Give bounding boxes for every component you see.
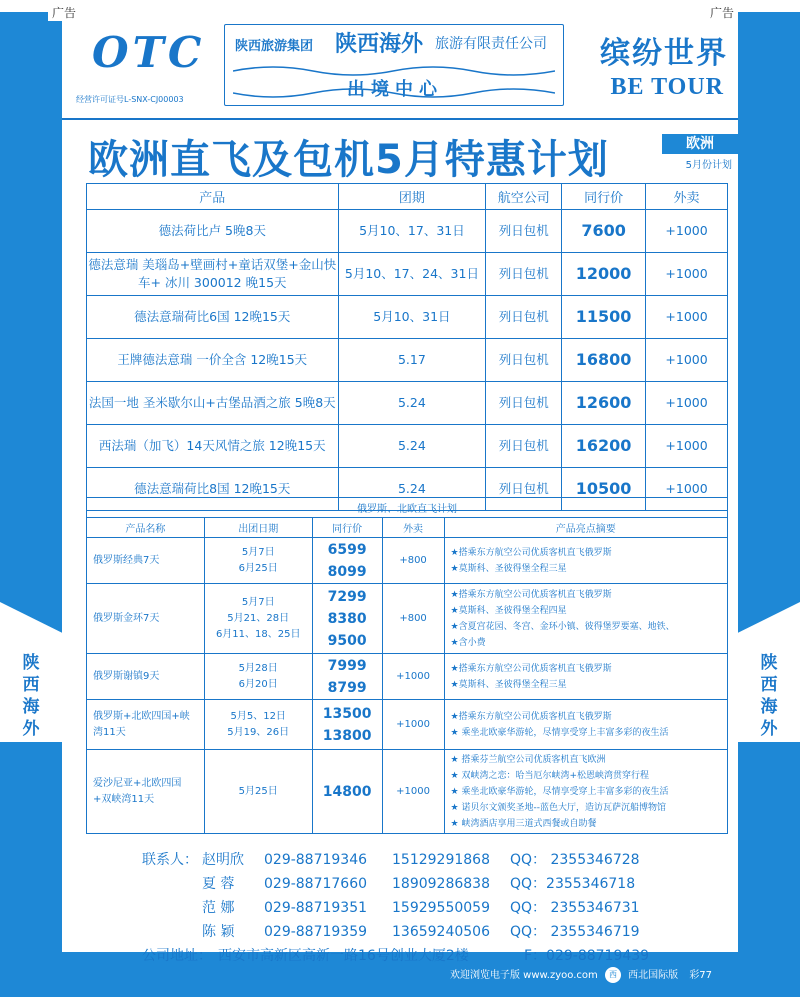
contact-tel: 029-88719359 xyxy=(264,924,368,940)
price: 14800 xyxy=(322,783,372,800)
ad-label-right: 广告 xyxy=(706,4,738,21)
product-name: 德法意瑞荷比6国 12晚15天 xyxy=(87,296,339,339)
date: 5月7日 xyxy=(241,546,275,558)
table-row xyxy=(87,654,728,700)
company-box xyxy=(224,24,564,106)
footer-edition: 西北国际版 xyxy=(628,970,679,981)
address-label: 公司地址： xyxy=(142,948,212,964)
russia-caption: 俄罗斯、北欧直飞计划 xyxy=(87,498,728,518)
prices xyxy=(312,654,382,700)
department-name: 出境中心 xyxy=(347,79,443,100)
col-airline: 航空公司 xyxy=(486,184,562,210)
contact-qq: QQ： 2355346731 xyxy=(510,900,640,916)
highlight: ★搭乘东方航空公司优质客机直飞俄罗斯 xyxy=(450,711,612,722)
highlight: ★莫斯科、圣彼得堡全程三星 xyxy=(450,563,567,574)
tour-dates: 5月10、17、31日 xyxy=(338,210,486,253)
table-row xyxy=(87,296,728,339)
highlights xyxy=(444,654,727,700)
tour-dates xyxy=(204,700,312,750)
contact-name: 陈 颖 xyxy=(202,924,235,940)
contact-qq: QQ：2355346718 xyxy=(510,876,636,892)
product-name: 俄罗斯+北欧四国+峡湾11天 xyxy=(87,700,205,750)
price: 10500 xyxy=(562,468,646,511)
highlight: ★含夏宫花园、冬宫、金环小镇、彼得堡罗要塞、地铁、 xyxy=(450,621,675,632)
col-price: 同行价 xyxy=(562,184,646,210)
tour-dates: 5.24 xyxy=(338,425,486,468)
tour-dates: 5.17 xyxy=(338,339,486,382)
license-number: 经营许可证号L-SNX-CJ00003 xyxy=(76,95,184,104)
brand-cn: 缤纷世界 xyxy=(600,36,728,71)
product-name: 爱沙尼亚+北欧四国+双峡湾11天 xyxy=(87,750,205,834)
product-name: 德法意瑞荷比8国 12晚15天 xyxy=(87,468,339,511)
edition-badge: 西 xyxy=(605,967,621,983)
contact-row xyxy=(142,848,649,872)
price: 7299 xyxy=(327,588,367,605)
date: 5月7日 xyxy=(241,596,275,608)
address: 西安市高新区高新一路16号创业大厦2楼 xyxy=(218,948,469,964)
contact-label: 联系人： xyxy=(142,852,198,868)
markup: +1000 xyxy=(646,296,728,339)
right-side-band xyxy=(738,12,800,952)
highlight: ★莫斯科、圣彼得堡全程三星 xyxy=(450,679,567,690)
otc-logo: OTC xyxy=(92,28,206,77)
highlights xyxy=(444,700,727,750)
product-name: 俄罗斯金环7天 xyxy=(87,584,205,654)
date: 6月11、18、25日 xyxy=(215,628,301,640)
tour-dates xyxy=(204,750,312,834)
date: 5月28日 xyxy=(238,662,278,674)
product-name: 德法意瑞 美瑙岛+壁画村+童话双堡+金山快车+ 冰川 300012 晚15天 xyxy=(87,253,339,296)
airline: 列日包机 xyxy=(486,382,562,425)
table-row xyxy=(87,425,728,468)
contact-qq: QQ： 2355346719 xyxy=(510,924,640,940)
contact-row xyxy=(142,872,649,896)
highlight: ★含小费 xyxy=(450,637,486,648)
markup: +800 xyxy=(382,538,444,584)
col-name: 产品名称 xyxy=(87,518,205,538)
col-dates: 团期 xyxy=(338,184,486,210)
contact-tel: 029-88719346 xyxy=(264,852,368,868)
page-title: 欧洲直飞及包机5月特惠计划 xyxy=(88,137,609,183)
highlight: ★ 搭乘芬兰航空公司优质客机直飞欧洲 xyxy=(450,754,606,765)
highlights xyxy=(444,538,727,584)
table-row xyxy=(87,584,728,654)
europe-header-row xyxy=(87,184,728,210)
highlight: ★搭乘东方航空公司优质客机直飞俄罗斯 xyxy=(450,589,612,600)
company-main: 陕西海外 xyxy=(335,31,424,57)
highlight: ★搭乘东方航空公司优质客机直飞俄罗斯 xyxy=(450,663,612,674)
footer-website: 欢迎浏览电子版 www.zyoo.com xyxy=(450,970,598,981)
russia-table xyxy=(86,497,728,834)
contact-qq: QQ： 2355346728 xyxy=(510,852,640,868)
prices xyxy=(312,538,382,584)
contact-name: 范 娜 xyxy=(202,900,235,916)
markup: +1000 xyxy=(646,382,728,425)
table-row xyxy=(87,700,728,750)
prices xyxy=(312,584,382,654)
tour-dates xyxy=(204,538,312,584)
price: 8099 xyxy=(327,563,367,580)
title-section xyxy=(62,118,738,184)
price: 8380 xyxy=(327,610,367,627)
highlight: ★搭乘东方航空公司优质客机直飞俄罗斯 xyxy=(450,547,612,558)
price: 12600 xyxy=(562,382,646,425)
price: 7999 xyxy=(327,657,367,674)
product-name: 西法瑞（加飞）14天风情之旅 12晚15天 xyxy=(87,425,339,468)
markup: +1000 xyxy=(382,750,444,834)
markup: +800 xyxy=(382,584,444,654)
table-row xyxy=(87,382,728,425)
price: 13500 xyxy=(322,705,372,722)
product-name: 俄罗斯谢镇9天 xyxy=(87,654,205,700)
col-price: 同行价 xyxy=(312,518,382,538)
region-tag-sub: 5月份计划 xyxy=(685,160,732,171)
airline: 列日包机 xyxy=(486,425,562,468)
price: 16200 xyxy=(562,425,646,468)
contact-tel: 029-88717660 xyxy=(264,876,368,892)
left-side-label: 陕西海外 xyxy=(22,653,40,738)
highlights xyxy=(444,750,727,834)
markup: +1000 xyxy=(646,210,728,253)
ad-label-left: 广告 xyxy=(48,4,80,21)
highlight: ★ 乘坐北欧豪华游轮，尽情享受穿上丰富多彩的夜生活 xyxy=(450,727,669,738)
markup: +1000 xyxy=(646,339,728,382)
russia-caption-row xyxy=(87,498,728,518)
highlight: ★莫斯科、圣彼得堡全程四星 xyxy=(450,605,567,616)
markup: +1000 xyxy=(382,700,444,750)
contact-block xyxy=(142,848,649,968)
table-row xyxy=(87,339,728,382)
airline: 列日包机 xyxy=(486,210,562,253)
date: 6月20日 xyxy=(238,678,278,690)
price: 12000 xyxy=(562,253,646,296)
date: 6月25日 xyxy=(238,562,278,574)
footer xyxy=(450,966,712,983)
contact-name: 赵明欣 xyxy=(202,852,244,868)
region-tag: 欧洲 xyxy=(662,134,738,154)
contact-mobile: 15929550059 xyxy=(392,900,490,916)
markup: +1000 xyxy=(382,654,444,700)
price: 11500 xyxy=(562,296,646,339)
product-name: 俄罗斯经典7天 xyxy=(87,538,205,584)
airline: 列日包机 xyxy=(486,339,562,382)
contact-row xyxy=(142,896,649,920)
highlight: ★ 峡湾酒店享用三道式西餐或自助餐 xyxy=(450,818,597,829)
date: 5月19、26日 xyxy=(227,726,290,738)
contact-tel: 029-88719351 xyxy=(264,900,368,916)
address-row xyxy=(142,944,649,968)
group-name: 陕西旅游集团 xyxy=(235,39,314,54)
table-row xyxy=(87,210,728,253)
airline: 列日包机 xyxy=(486,468,562,511)
table-row xyxy=(87,750,728,834)
highlights xyxy=(444,584,727,654)
contact-name: 夏 蓉 xyxy=(202,876,235,892)
airline: 列日包机 xyxy=(486,296,562,339)
col-depart: 出团日期 xyxy=(204,518,312,538)
tour-dates xyxy=(204,584,312,654)
brand-en: BE TOUR xyxy=(610,74,724,100)
header xyxy=(62,18,738,110)
highlight: ★ 诺贝尔文颁奖圣地--蓝色大厅，造访瓦萨沉船博物馆 xyxy=(450,802,666,813)
price: 7600 xyxy=(562,210,646,253)
col-markup: 外卖 xyxy=(382,518,444,538)
col-markup: 外卖 xyxy=(646,184,728,210)
date: 5月5、12日 xyxy=(230,710,286,722)
markup: +1000 xyxy=(646,468,728,511)
airline: 列日包机 xyxy=(486,253,562,296)
contact-mobile: 13659240506 xyxy=(392,924,490,940)
col-highlights: 产品亮点摘要 xyxy=(444,518,727,538)
price: 6599 xyxy=(327,541,367,558)
price: 9500 xyxy=(327,632,367,649)
markup: +1000 xyxy=(646,253,728,296)
contact-mobile: 15129291868 xyxy=(392,852,490,868)
tour-dates: 5.24 xyxy=(338,382,486,425)
markup: +1000 xyxy=(646,425,728,468)
table-row xyxy=(87,253,728,296)
highlight: ★ 双峡湾之恋：哈当厄尔峡湾+松恩峡湾贯穿行程 xyxy=(450,770,650,781)
product-name: 法国一地 圣米歇尔山+古堡品酒之旅 5晚8天 xyxy=(87,382,339,425)
price: 13800 xyxy=(322,727,372,744)
tour-dates: 5月10、17、24、31日 xyxy=(338,253,486,296)
date: 5月25日 xyxy=(238,785,278,797)
date: 5月21、28日 xyxy=(227,612,290,624)
table-row xyxy=(87,538,728,584)
russia-header-row xyxy=(87,518,728,538)
price: 8799 xyxy=(327,679,367,696)
prices xyxy=(312,750,382,834)
footer-page: 彩77 xyxy=(689,970,713,981)
tour-dates: 5.24 xyxy=(338,468,486,511)
contact-mobile: 18909286838 xyxy=(392,876,490,892)
contact-row xyxy=(142,920,649,944)
tour-dates xyxy=(204,654,312,700)
tour-dates: 5月10、31日 xyxy=(338,296,486,339)
prices xyxy=(312,700,382,750)
company-suffix: 旅游有限责任公司 xyxy=(435,36,547,52)
col-product: 产品 xyxy=(87,184,339,210)
fax: F：029-88719439 xyxy=(524,948,650,964)
product-name: 德法荷比卢 5晚8天 xyxy=(87,210,339,253)
highlight: ★ 乘坐北欧豪华游轮，尽情享受穿上丰富多彩的夜生活 xyxy=(450,786,669,797)
product-name: 王牌德法意瑞 一价全含 12晚15天 xyxy=(87,339,339,382)
europe-table xyxy=(86,183,728,511)
price: 16800 xyxy=(562,339,646,382)
right-side-label: 陕西海外 xyxy=(760,653,778,738)
left-side-band xyxy=(0,12,62,952)
